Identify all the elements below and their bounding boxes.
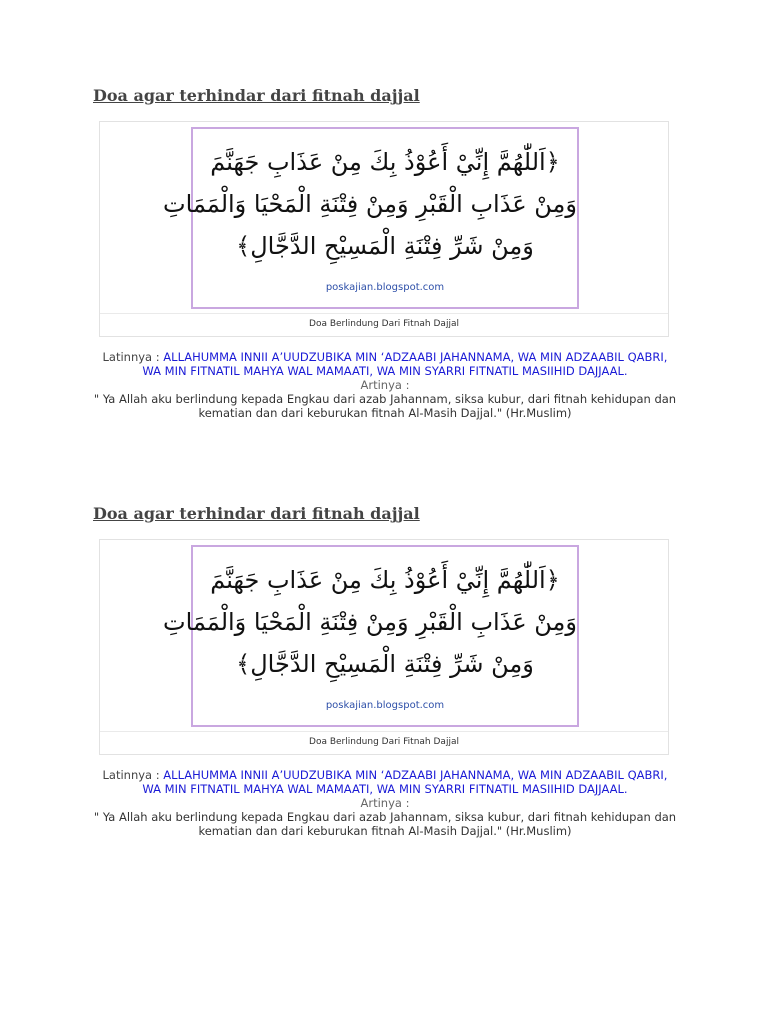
arabic-line-3: وَمِنْ شَرِّ فِتْنَةِ الْمَسِيْحِ الدَّجَّالِ﴾ [236,650,534,678]
arabic-text [163,559,577,685]
arabic-line-3: وَمِنْ شَرِّ فِتْنَةِ الْمَسِيْحِ الدَّجَّالِ﴾ [236,232,534,260]
image-watermark: poskajian.blogspot.com [325,700,445,711]
latin-transliteration: ALLAHUMMA INNII A’UUDZUBIKA MIN ‘ADZAABI JAHANNAMA, WA MIN ADZAABIL QABRI, WA MIN FITNATIL MAHYA WAL MAMAATI, WA MIN SYARRI FITNATIL MASIIHID DAJJAAL. [142,768,668,796]
arabic-text [163,141,577,267]
arabic-line-1: ﴿اَللّٰهُمَّ إِنِّيْ أَعُوْذُ بِكَ مِنْ عَذَابِ جَهَنَّمَ [210,566,560,594]
latin-label: Latinnya : [102,350,164,364]
doa-figure [99,121,669,337]
caption-divider [100,313,668,314]
arabic-line-2: وَمِنْ عَذَابِ الْقَبْرِ وَمِنْ فِتْنَةِ الْمَحْيَا وَالْمَمَاتِ [163,608,577,636]
translation-text: " Ya Allah aku berlindung kepada Engkau dari azab Jahannam, siksa kubur, dari fitnah kehidupan dan kematian dan dari keburukan fitnah Al-Masih Dajjal." (Hr.Muslim) [93,810,677,838]
arabic-line-1: ﴿اَللّٰهُمَّ إِنِّيْ أَعُوْذُ بِكَ مِنْ عَذَابِ جَهَنَّمَ [210,148,560,176]
artinya-label: Artinya : [360,378,410,392]
doa-arabic-image [163,127,579,309]
caption-divider [100,731,668,732]
figure-caption: Doa Berlindung Dari Fitnah Dajjal [309,319,459,329]
doa-arabic-image [163,545,579,727]
translation-text: " Ya Allah aku berlindung kepada Engkau dari azab Jahannam, siksa kubur, dari fitnah kehidupan dan kematian dan dari keburukan fitnah Al-Masih Dajjal." (Hr.Muslim) [93,392,677,420]
arabic-line-2: وَمِنْ عَذَابِ الْقَبْرِ وَمِنْ فِتْنَةِ الْمَحْيَا وَالْمَمَاتِ [163,190,577,218]
section-title-link[interactable]: Doa agar terhindar dari fitnah dajjal [93,86,420,105]
latin-label: Latinnya : [102,768,164,782]
figure-caption: Doa Berlindung Dari Fitnah Dajjal [309,737,459,747]
image-watermark: poskajian.blogspot.com [325,282,445,293]
doa-figure [99,539,669,755]
section-title-link[interactable]: Doa agar terhindar dari fitnah dajjal [93,504,420,523]
latin-transliteration: ALLAHUMMA INNII A’UUDZUBIKA MIN ‘ADZAABI JAHANNAMA, WA MIN ADZAABIL QABRI, WA MIN FITNATIL MAHYA WAL MAMAATI, WA MIN SYARRI FITNATIL MASIIHID DAJJAAL. [142,350,668,378]
doa-explanation [93,768,677,838]
doa-explanation [93,350,677,420]
artinya-label: Artinya : [360,796,410,810]
